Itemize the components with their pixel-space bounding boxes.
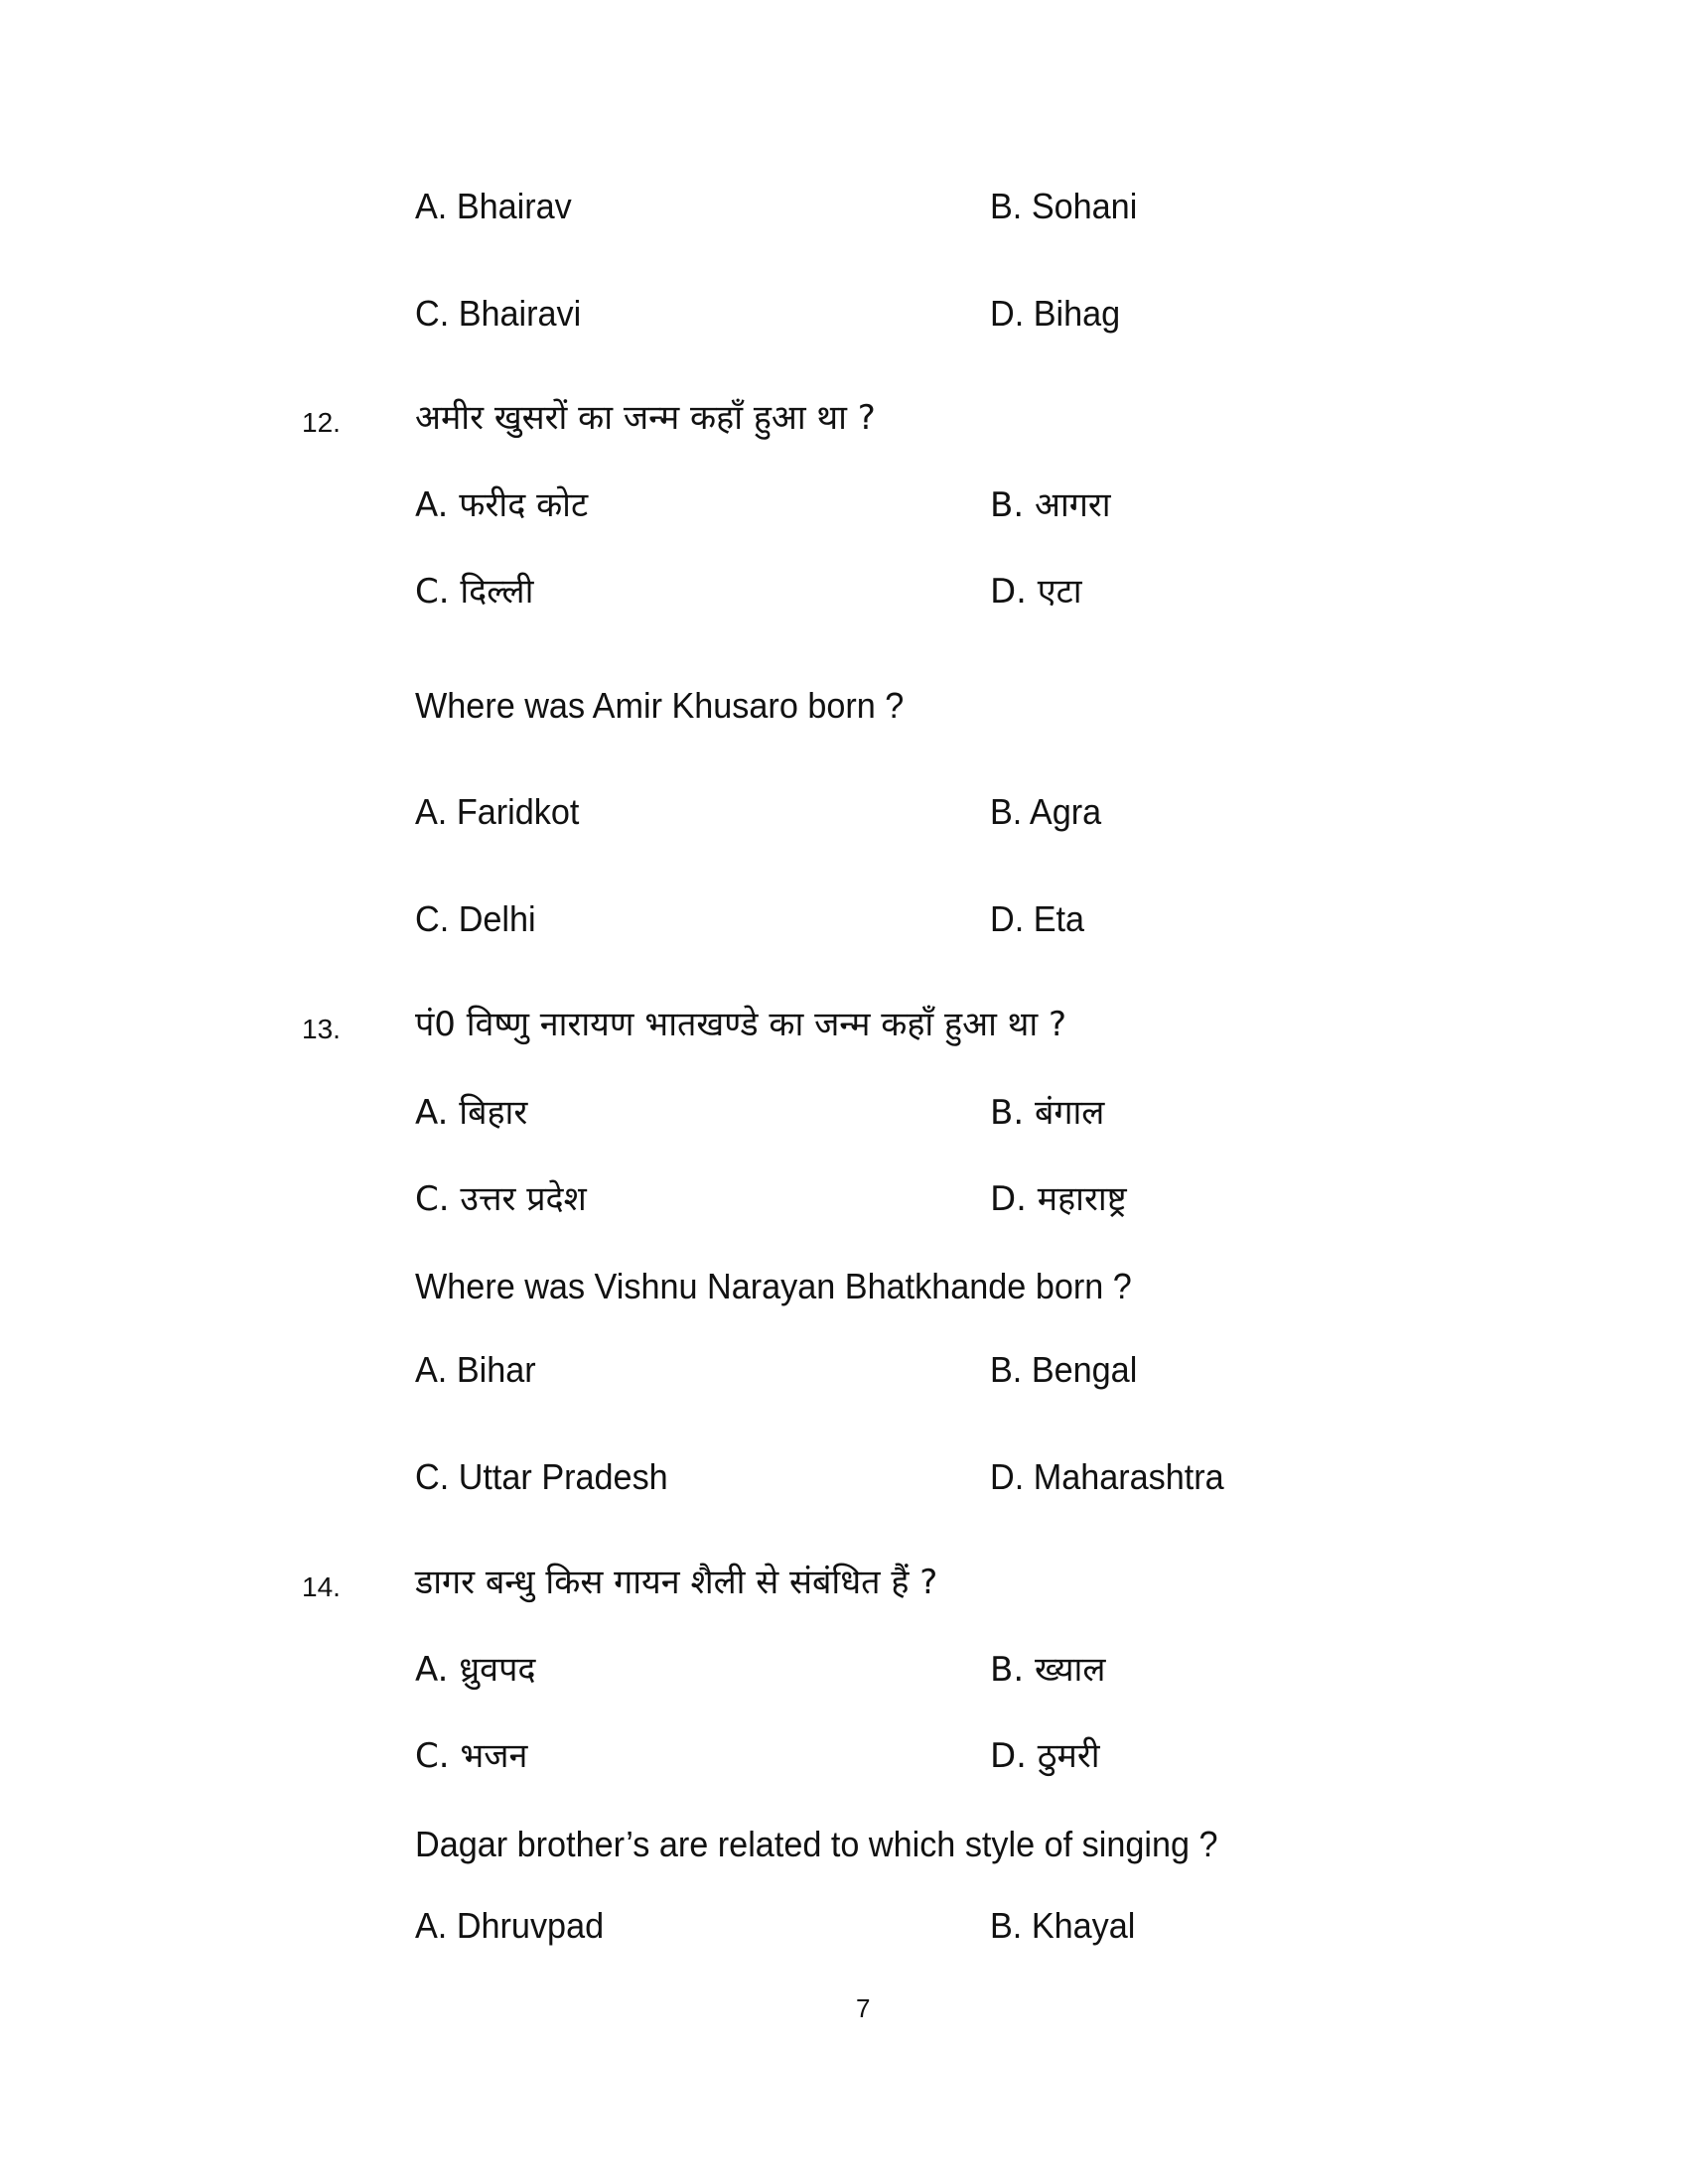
english-option-c: C. Uttar Pradesh [415,1456,668,1497]
hindi-option-b: B. आगरा [990,485,1111,525]
english-question-stem: Where was Amir Khusaro born ? [415,685,905,726]
question-number: 12. [302,407,341,438]
english-option-a: A. Faridkot [415,791,580,832]
hindi-option-c: C. दिल्ली [415,572,534,612]
hindi-question-stem: पं0 विष्णु नारायण भातखण्डे का जन्म कहाँ हुआ था ? [415,1005,1067,1044]
hindi-option-a: A. बिहार [415,1093,528,1133]
hindi-option-b: B. ख्याल [990,1650,1106,1690]
hindi-option-c: C. उत्तर प्रदेश [415,1179,587,1219]
question-number: 13. [302,1014,341,1044]
english-option-b: B. Khayal [990,1905,1136,1946]
english-question-stem: Where was Vishnu Narayan Bhatkhande born ? [415,1266,1132,1306]
english-question-stem: Dagar brother’s are related to which style of singing ? [415,1824,1218,1864]
prev-option-a: A. Bhairav [415,186,572,226]
hindi-option-d: D. ठुमरी [990,1736,1100,1776]
hindi-option-d: D. एटा [990,572,1082,612]
hindi-question-stem: अमीर खुसरों का जन्म कहाँ हुआ था ? [415,398,876,438]
hindi-option-d: D. महाराष्ट्र [990,1179,1127,1219]
english-option-d: D. Maharashtra [990,1456,1224,1497]
hindi-option-c: C. भजन [415,1736,528,1776]
page-number: 7 [856,1993,871,2023]
prev-option-c: C. Bhairavi [415,293,582,334]
question-number: 14. [302,1571,341,1602]
english-option-b: B. Bengal [990,1349,1138,1390]
hindi-option-b: B. बंगाल [990,1093,1105,1133]
english-option-a: A. Dhruvpad [415,1905,605,1946]
english-option-a: A. Bihar [415,1349,536,1390]
prev-option-d: D. Bihag [990,293,1121,334]
english-option-b: B. Agra [990,791,1102,832]
english-option-c: C. Delhi [415,898,536,939]
hindi-option-a: A. फरीद कोट [415,485,589,525]
hindi-option-a: A. ध्रुवपद [415,1650,536,1690]
english-option-d: D. Eta [990,898,1085,939]
prev-option-b: B. Sohani [990,186,1138,226]
hindi-question-stem: डागर बन्धु किस गायन शैली से संबंधित हैं ? [415,1563,938,1602]
